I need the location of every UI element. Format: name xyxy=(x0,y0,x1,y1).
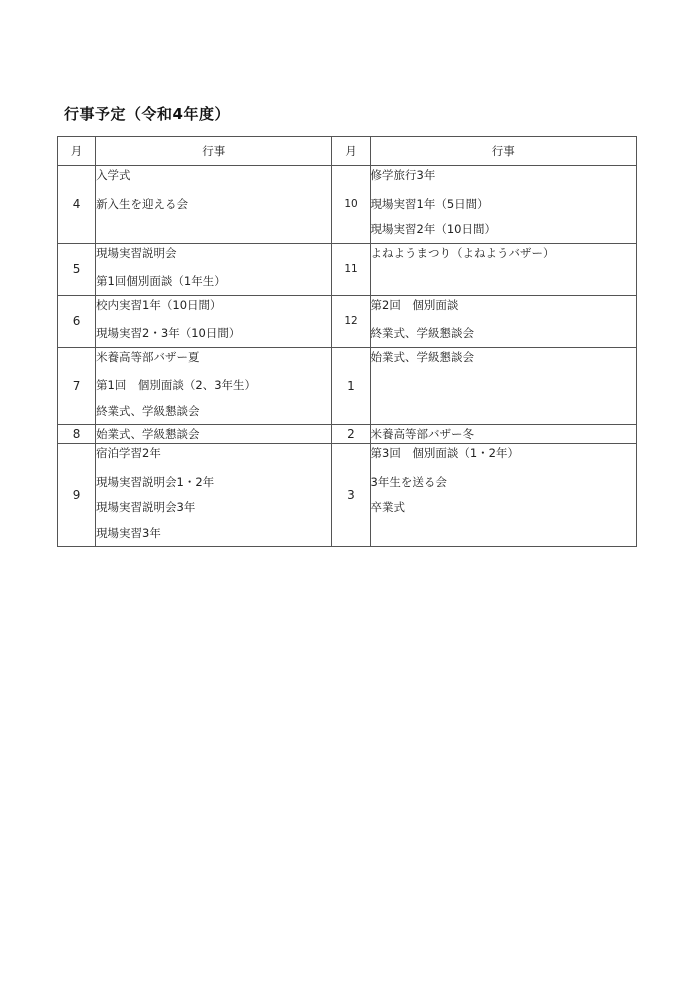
event-item: 第2回 個別面談 xyxy=(370,297,459,312)
header-month-right: 月 xyxy=(332,137,370,166)
month-cell-right: 1 xyxy=(332,347,370,425)
table-header-row xyxy=(58,137,637,166)
events-cell-right xyxy=(370,444,636,547)
event-item: 現場実習2年（10日間） xyxy=(370,222,496,236)
event-item: 卒業式 xyxy=(370,500,406,514)
event-item: 現場実習3年 xyxy=(96,525,161,540)
page-title: 行事予定（令和4年度） xyxy=(64,105,230,123)
event-item: 宿泊学習2年 xyxy=(96,446,161,460)
event-item: 現場実習1年（5日間） xyxy=(370,196,489,211)
table-row xyxy=(58,243,637,295)
events-cell-right xyxy=(370,166,636,244)
event-item: 第3回 個別面談（1・2年） xyxy=(370,446,519,460)
month-cell-left: 8 xyxy=(58,425,96,444)
events-cell-left xyxy=(96,444,332,547)
event-item: 始業式、学級懇談会 xyxy=(96,427,200,441)
table-row xyxy=(58,347,637,425)
month-cell-left: 5 xyxy=(58,243,96,295)
month-cell-right: 11 xyxy=(332,243,370,295)
event-item: 現場実習説明会3年 xyxy=(96,500,196,514)
events-cell-right xyxy=(370,425,636,444)
month-cell-left: 7 xyxy=(58,347,96,425)
table-row xyxy=(58,444,637,547)
event-item: 第1回 個別面談（2、3年生） xyxy=(96,378,257,392)
event-schedule-table xyxy=(57,136,637,547)
event-item: 終業式、学級懇談会 xyxy=(96,403,200,418)
event-item: 現場実習説明会1・2年 xyxy=(96,474,215,489)
header-events-left: 行事 xyxy=(96,137,332,166)
month-cell-left: 4 xyxy=(58,166,96,244)
event-item: 入学式 xyxy=(96,168,131,182)
month-cell-left: 6 xyxy=(58,295,96,347)
month-cell-right: 2 xyxy=(332,425,370,444)
events-cell-right xyxy=(370,295,636,347)
month-cell-right: 3 xyxy=(332,444,370,547)
events-cell-left xyxy=(96,243,332,295)
event-item: 終業式、学級懇談会 xyxy=(370,326,475,340)
event-item: 米養高等部バザー冬 xyxy=(370,427,475,441)
events-cell-right xyxy=(370,347,636,425)
event-item: 第1回個別面談（1年生） xyxy=(96,274,226,288)
event-item: 始業式、学級懇談会 xyxy=(370,349,475,364)
header-month-left: 月 xyxy=(58,137,96,166)
event-item: 3年生を送る会 xyxy=(370,474,447,489)
table-body xyxy=(58,166,637,547)
table-row xyxy=(58,425,637,444)
month-cell-right: 10 xyxy=(332,166,370,244)
header-events-right: 行事 xyxy=(370,137,636,166)
event-item: 現場実習説明会 xyxy=(96,245,177,260)
events-cell-left xyxy=(96,425,332,444)
event-item: 修学旅行3年 xyxy=(370,168,436,182)
event-item: 米養高等部バザー夏 xyxy=(96,349,200,364)
event-item: よねようまつり（よねようバザー） xyxy=(370,245,555,260)
event-item: 校内実習1年（10日間） xyxy=(96,297,222,312)
month-cell-left: 9 xyxy=(58,444,96,547)
events-cell-left xyxy=(96,347,332,425)
table-row xyxy=(58,166,637,244)
events-cell-right xyxy=(370,243,636,295)
event-item: 新入生を迎える会 xyxy=(96,196,189,211)
events-cell-left xyxy=(96,166,332,244)
month-cell-right: 12 xyxy=(332,295,370,347)
events-cell-left xyxy=(96,295,332,347)
event-item: 現場実習2・3年（10日間） xyxy=(96,326,241,340)
table-row xyxy=(58,295,637,347)
